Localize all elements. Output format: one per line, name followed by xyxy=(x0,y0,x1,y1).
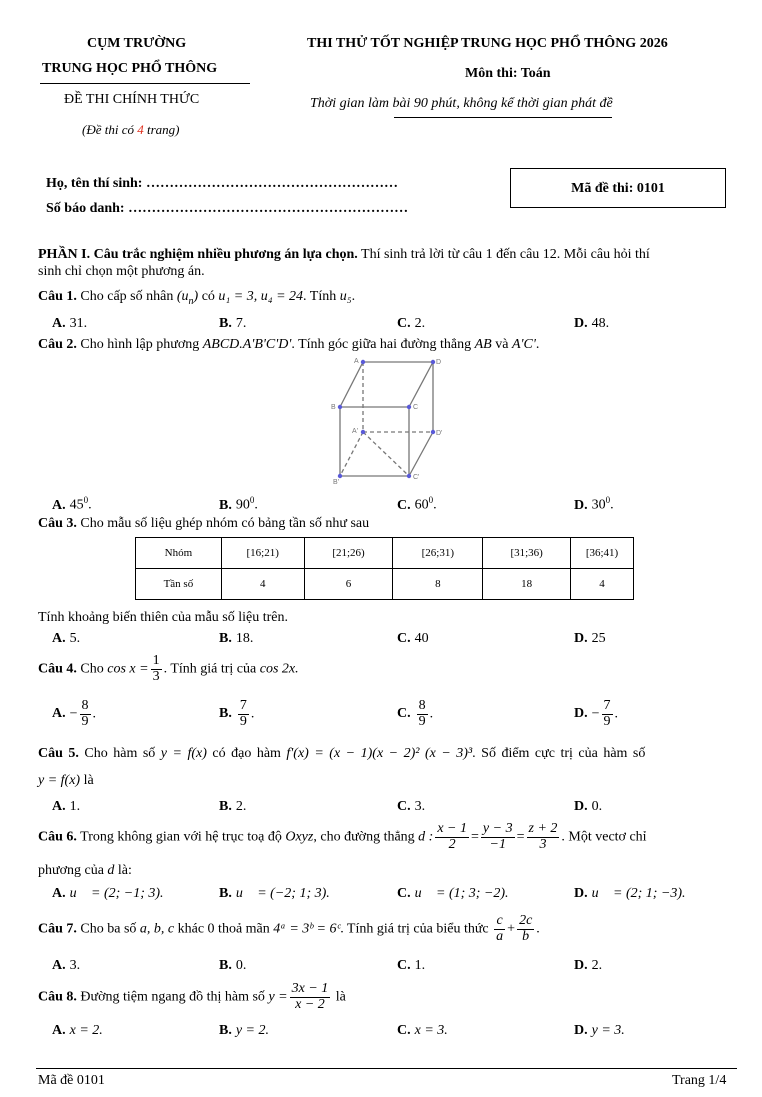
q5-option-b[interactable]: B. 2. xyxy=(219,799,247,814)
school-line2: TRUNG HỌC PHỔ THÔNG xyxy=(42,61,218,76)
q8-option-d[interactable]: D. y = 3. xyxy=(574,1023,625,1038)
cube-label-a1: A' xyxy=(352,428,359,435)
exam-title: THI THỬ TỐT NGHIỆP TRUNG HỌC PHỔ THÔNG 2026 xyxy=(307,36,668,51)
table-freq-1: 4 xyxy=(221,569,304,600)
time-note: Thời gian làm bài 90 phút, không kể thời gian phát đề xyxy=(310,96,613,111)
footer-exam-code: Mã đề 0101 xyxy=(38,1073,105,1088)
pages-note: (Đề thi có 4 trang) xyxy=(82,122,180,137)
question-2: Câu 2. Cho hình lập phương ABCD.A'B'C'D'. Tính góc giữa hai đường thẳng AB và A'C'. xyxy=(38,337,540,352)
exam-code: Mã đề thi: 0101 xyxy=(571,181,665,196)
part1-line2: sinh chỉ chọn một phương án. xyxy=(38,264,205,279)
question-5-line2: y = f(x) là xyxy=(38,773,94,788)
part1-line1: PHẦN I. Câu trắc nghiệm nhiều phương án lựa chọn. Thí sinh trả lời từ câu 1 đến câu 12. Mỗi câu hỏi thí xyxy=(38,247,650,262)
table-group-1: [16;21) xyxy=(221,538,304,569)
table-freq-2: 6 xyxy=(304,569,393,600)
cube-label-d1: D' xyxy=(436,430,443,437)
cube-label-d: D xyxy=(436,359,442,366)
q6-option-c[interactable]: C. u⃗ = (1; 3; −2). xyxy=(397,886,509,901)
q1-option-a[interactable]: A. 31. xyxy=(52,316,88,331)
header-underline-right xyxy=(394,117,612,118)
frequency-table xyxy=(135,537,634,600)
question-6: Câu 6. Trong không gian với hệ trục toạ độ Oxyz, cho đường thẳng d : $\frac{x - 1}{2}$ = $\frac{y - 3}{-1}$ = $\frac{z + 2}{3}$ . Một vectơ chỉ xyxy=(38,821,647,852)
question-3: Câu 3. Cho mẫu số liệu ghép nhóm có bảng tần số như sau xyxy=(38,516,370,531)
q5-option-c[interactable]: C. 3. xyxy=(397,799,426,814)
cube-label-b: B xyxy=(331,404,336,411)
candidate-name: Họ, tên thí sinh: ……………………………………………… xyxy=(46,176,398,191)
table-freq-4: 18 xyxy=(483,569,571,600)
subject: Môn thi: Toán xyxy=(465,66,551,81)
q1-option-d[interactable]: D. 48. xyxy=(574,316,610,331)
q6-option-a[interactable]: A. u⃗ = (2; −1; 3). xyxy=(52,886,164,901)
q1-option-b[interactable]: B. 7. xyxy=(219,316,247,331)
cube-label-c1: C' xyxy=(413,474,420,481)
table-freq-5: 4 xyxy=(571,569,634,600)
q1-option-c[interactable]: C. 2. xyxy=(397,316,426,331)
cube-label-a: A xyxy=(354,358,359,365)
q8-option-b[interactable]: B. y = 2. xyxy=(219,1023,270,1038)
cube-figure xyxy=(330,355,450,485)
header-underline-left xyxy=(40,83,250,84)
question-1: Câu 1. Cho cấp số nhân $(u_n)$ có u₁ = 3, u₄ = 24. Tính u₅. xyxy=(38,289,356,307)
exam-code-box xyxy=(510,168,726,208)
cube-label-c: C xyxy=(413,404,419,411)
q2-option-b[interactable]: B. $90^0$. xyxy=(219,495,258,513)
official-label: ĐỀ THI CHÍNH THỨC xyxy=(64,92,200,107)
q7-option-a[interactable]: A. 3. xyxy=(52,958,81,973)
q5-option-a[interactable]: A. 1. xyxy=(52,799,81,814)
question-5: Câu 5. Cho hàm số y = f(x) có đạo hàm f'(x) = (x − 1)(x − 2)² (x − 3)³. Số điểm cực trị của hàm số xyxy=(38,746,646,761)
q7-option-c[interactable]: C. 1. xyxy=(397,958,426,973)
table-group-2: [21;26) xyxy=(304,538,393,569)
table-group-3: [26;31) xyxy=(393,538,483,569)
school-line1: CỤM TRƯỜNG xyxy=(87,36,187,51)
table-header-freq: Tần số xyxy=(136,569,222,600)
q7-option-d[interactable]: D. 2. xyxy=(574,958,603,973)
q4-option-a[interactable]: A. − $\frac{8}{9}$ . xyxy=(52,698,97,729)
question-8: Câu 8. Đường tiệm ngang đồ thị hàm số y = $\frac{3x - 1}{x - 2}$ là xyxy=(38,981,346,1012)
table-header-group: Nhóm xyxy=(136,538,222,569)
question-6-line2: phương của d là: xyxy=(38,863,132,878)
q5-option-d[interactable]: D. 0. xyxy=(574,799,603,814)
q2-option-a[interactable]: A. $45^0$. xyxy=(52,495,92,513)
table-freq-3: 8 xyxy=(393,569,483,600)
q2-option-c[interactable]: C. $60^0$. xyxy=(397,495,437,513)
q8-option-a[interactable]: A. x = 2. xyxy=(52,1023,103,1038)
q8-option-c[interactable]: C. x = 3. xyxy=(397,1023,448,1038)
cube-label-b1: B' xyxy=(333,479,340,485)
q7-option-b[interactable]: B. 0. xyxy=(219,958,247,973)
q3-option-c[interactable]: C. 40 xyxy=(397,631,429,646)
table-group-4: [31;36) xyxy=(483,538,571,569)
q6-option-b[interactable]: B. u⃗ = (−2; 1; 3). xyxy=(219,886,330,901)
q6-option-d[interactable]: D. u⃗ = (2; 1; −3). xyxy=(574,886,686,901)
q4-option-c[interactable]: C. $\frac{8}{9}$ . xyxy=(397,698,434,729)
q3-option-d[interactable]: D. 25 xyxy=(574,631,606,646)
q3-option-b[interactable]: B. 18. xyxy=(219,631,254,646)
q4-option-d[interactable]: D. − $\frac{7}{9}$ . xyxy=(574,698,619,729)
q4-option-b[interactable]: B. $\frac{7}{9}$ . xyxy=(219,698,255,729)
q3-option-a[interactable]: A. 5. xyxy=(52,631,81,646)
q3-question: Tính khoảng biến thiên của mẫu số liệu trên. xyxy=(38,610,288,625)
footer-page-number: Trang 1/4 xyxy=(672,1073,727,1088)
part1-title: PHẦN I. Câu trắc nghiệm nhiều phương án lựa chọn. xyxy=(38,247,358,262)
table-group-5: [36;41) xyxy=(571,538,634,569)
footer-divider xyxy=(36,1068,737,1069)
q2-option-d[interactable]: D. $30^0$. xyxy=(574,495,614,513)
question-7: Câu 7. Cho ba số a, b, c khác 0 thoả mãn 4ᵃ = 3ᵇ = 6ᶜ. Tính giá trị của biểu thức $\frac{c}{a}$ + $\frac{2c}{b}$ . xyxy=(38,913,540,944)
question-4: Câu 4. Cho cos x = $\frac{1}{3}$ . Tính giá trị của cos 2x. xyxy=(38,653,299,684)
candidate-id: Số báo danh: …………………………………………………… xyxy=(46,201,409,216)
